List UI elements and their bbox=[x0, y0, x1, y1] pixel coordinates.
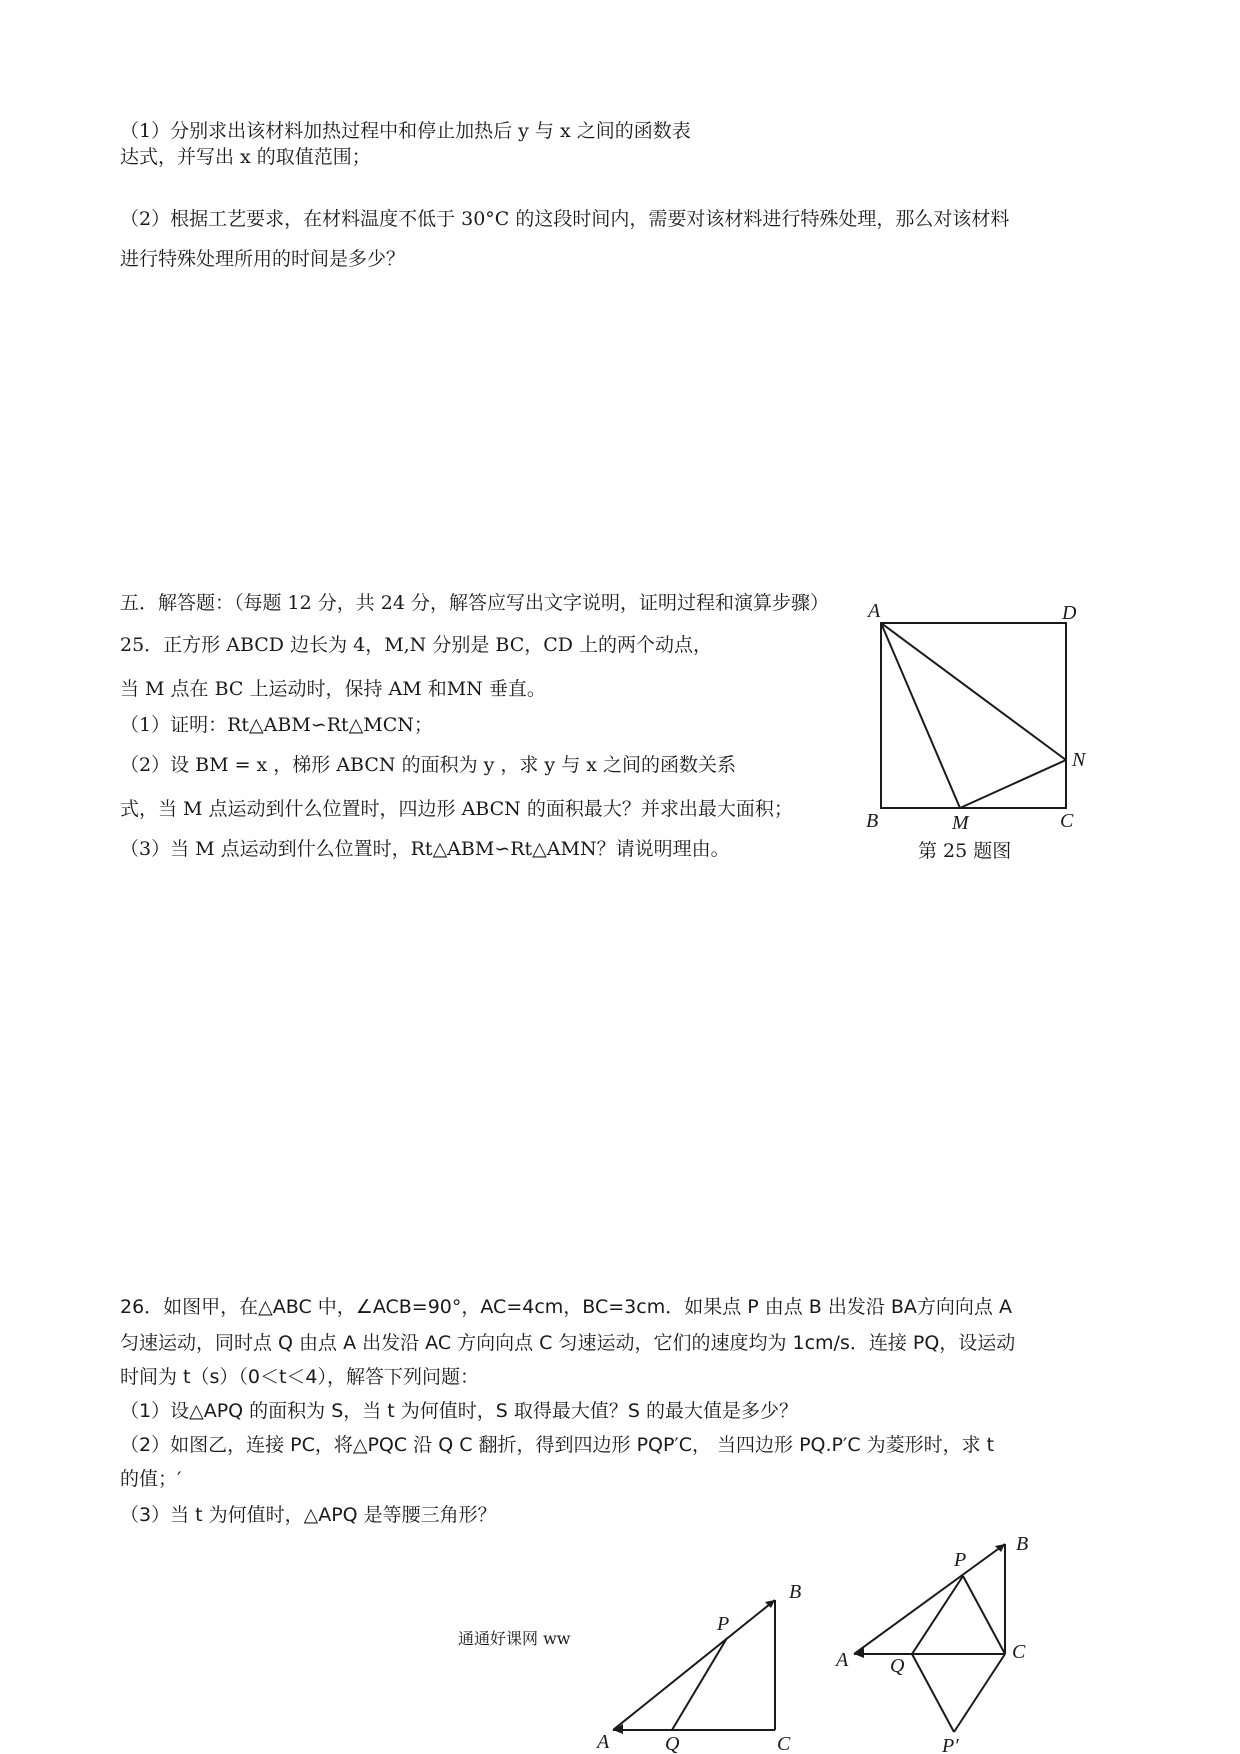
q26-stem-line1: 26．如图甲，在△ABC 中，∠ACB=90°，AC=4cm，BC=3cm．如果点 P 由点 B 出发沿 BA方向向点 A bbox=[120, 1296, 1012, 1318]
label-b: B bbox=[789, 1581, 802, 1603]
q25-part3: （3）当 M 点运动到什么位置时，Rt△ABM∽Rt△AMN？请说明理由。 bbox=[120, 838, 730, 860]
q25-part2-line2: 式，当 M 点运动到什么位置时，四边形 ABCN 的面积最大？并求出最大面积； bbox=[120, 798, 793, 820]
label-c: C bbox=[1012, 1641, 1026, 1663]
segment-pq bbox=[912, 1576, 963, 1654]
segment-am bbox=[881, 623, 960, 808]
q25-stem-line1: 25．正方形 ABCD 边长为 4，M,N 分别是 BC，CD 上的两个动点， bbox=[120, 634, 713, 656]
q26-part2-line1: （2）如图乙，连接 PC，将△PQC 沿 Q C 翻折，得到四边形 PQP′C， 当四边形 PQ.P′C 为菱形时，求 t bbox=[120, 1434, 995, 1456]
segment-pc bbox=[963, 1576, 1005, 1654]
q26-figure-2 bbox=[830, 1530, 1050, 1754]
q26-stem-line3: 时间为 t（s）（0＜t＜4），解答下列问题： bbox=[120, 1366, 480, 1388]
segment-qp-prime bbox=[912, 1654, 954, 1732]
label-p: P bbox=[954, 1549, 967, 1571]
label-p-prime: P′ bbox=[942, 1735, 959, 1754]
q25-stem-line2: 当 M 点在 BC 上运动时，保持 AM 和MN 垂直。 bbox=[120, 678, 546, 700]
q24-part2-line2: 进行特殊处理所用的时间是多少？ bbox=[120, 248, 406, 270]
q26-figure-1 bbox=[585, 1580, 825, 1754]
q24-part1-line1: （1）分别求出该材料加热过程中和停止加热后 y 与 x 之间的函数表 bbox=[120, 120, 691, 142]
label-a: A bbox=[836, 1649, 849, 1671]
section-heading: 五．解答题：（每题 12 分，共 24 分，解答应写出文字说明，证明过程和演算步骤） bbox=[120, 592, 830, 614]
q26-part2-line2: 的值；′ bbox=[120, 1468, 182, 1490]
q24-part2-line1: （2）根据工艺要求，在材料温度不低于 30°C 的这段时间内，需要对该材料进行特殊处理，那么对该材料 bbox=[120, 208, 1010, 230]
q25-figure-caption: 第 25 题图 bbox=[918, 840, 1012, 862]
footer-watermark: 通通好课网 ww bbox=[458, 1629, 571, 1648]
segment-ab bbox=[854, 1544, 1005, 1654]
label-b: B bbox=[866, 810, 879, 832]
segment-an bbox=[881, 623, 1066, 760]
label-n: N bbox=[1072, 749, 1086, 771]
label-d: D bbox=[1062, 602, 1077, 624]
label-q: Q bbox=[665, 1733, 680, 1754]
square-abcd bbox=[881, 623, 1066, 808]
q26-part1: （1）设△APQ 的面积为 S，当 t 为何值时，S 取得最大值？S 的最大值是多少？ bbox=[120, 1400, 798, 1422]
label-c: C bbox=[1060, 810, 1074, 832]
label-c: C bbox=[777, 1733, 791, 1754]
label-a: A bbox=[868, 600, 881, 622]
segment-mn bbox=[960, 760, 1066, 808]
segment-p-prime-c bbox=[954, 1654, 1005, 1732]
q26-part3: （3）当 t 为何值时，△APQ 是等腰三角形？ bbox=[120, 1504, 497, 1526]
segment-ab bbox=[613, 1600, 775, 1730]
label-a: A bbox=[597, 1731, 610, 1753]
q24-part1-line2: 达式，并写出 x 的取值范围； bbox=[120, 146, 371, 168]
segment-pq bbox=[672, 1638, 727, 1730]
label-p: P bbox=[717, 1613, 730, 1635]
q25-part2-line1: （2）设 BM = x ，梯形 ABCN 的面积为 y ，求 y 与 x 之间的函数关系 bbox=[120, 754, 736, 776]
label-b: B bbox=[1016, 1533, 1029, 1555]
q25-part1: （1）证明：Rt△ABM∽Rt△MCN； bbox=[120, 714, 433, 736]
q26-stem-line2: 匀速运动，同时点 Q 由点 A 出发沿 AC 方向向点 C 匀速运动，它们的速度均为 1cm/s．连接 PQ，设运动 bbox=[120, 1332, 1016, 1354]
label-q: Q bbox=[890, 1655, 905, 1677]
label-m: M bbox=[952, 812, 969, 834]
q25-figure bbox=[860, 595, 1110, 835]
